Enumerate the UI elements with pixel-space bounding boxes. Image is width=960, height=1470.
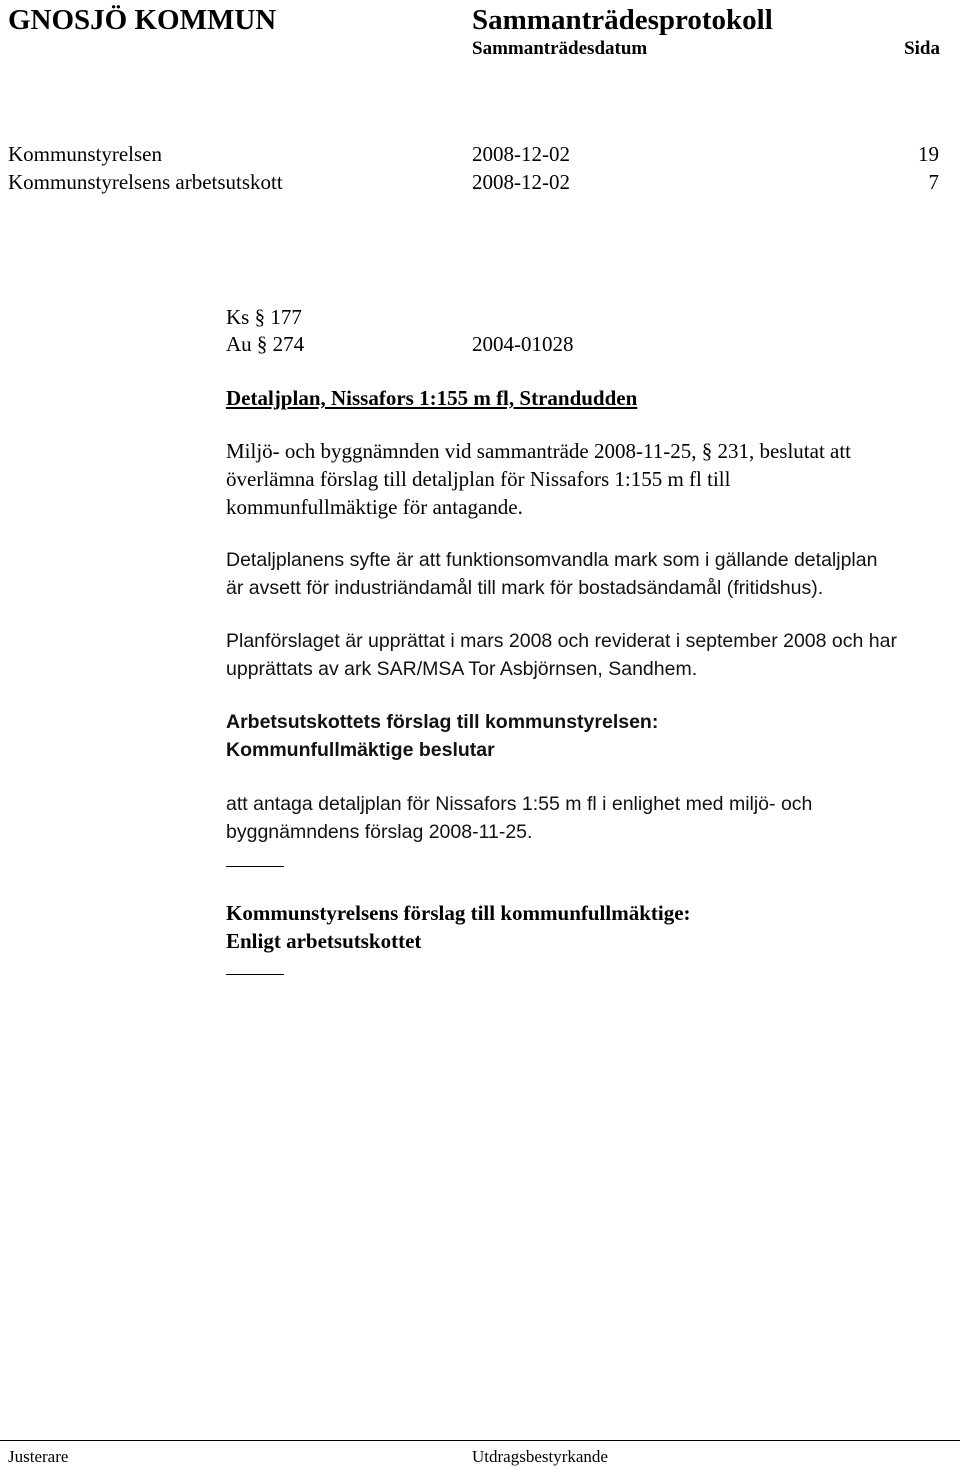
ks-proposal-subheading: Enligt arbetsutskottet [226, 929, 422, 953]
au-proposal-heading [226, 708, 658, 764]
section-heading: Arbetsutskottets förslag till kommunstyrelsen: [226, 711, 659, 733]
text-line: byggnämndens förslag 2008-11-25. [226, 821, 533, 843]
text-line: Detaljplanens syfte är att funktionsomvandla mark som i gällande detaljplan [226, 549, 878, 571]
intro-paragraph [226, 437, 851, 521]
case-number: 2004-01028 [472, 332, 574, 356]
purpose-paragraph [226, 546, 877, 602]
au-proposal-text [226, 790, 812, 846]
body-name: Kommunstyrelsen [8, 142, 162, 166]
text-line: kommunfullmäktige för antagande. [226, 495, 523, 519]
page-number: 7 [928, 170, 939, 194]
municipality-name: GNOSJÖ KOMMUN [8, 4, 277, 36]
separator-dash [226, 866, 284, 867]
date-label: Sammanträdesdatum [472, 38, 648, 59]
meeting-date: 2008-12-02 [472, 170, 570, 194]
document-type: Sammanträdesprotokoll [472, 4, 773, 36]
separator-dash [226, 974, 284, 975]
text-line: överlämna förslag till detaljplan för Nissafors 1:155 m fl till [226, 467, 731, 491]
text-line: Planförslaget är upprättat i mars 2008 och reviderat i september 2008 och har [226, 630, 897, 652]
ks-proposal-heading: Kommunstyrelsens förslag till kommunfullmäktige: [226, 901, 691, 925]
text-line: att antaga detaljplan för Nissafors 1:55 m fl i enlighet med miljö- och [226, 793, 813, 815]
body-name: Kommunstyrelsens arbetsutskott [8, 170, 283, 194]
text-line: är avsett för industriändamål till mark för bostadsändamål (fritidshus). [226, 577, 824, 599]
footer-certification-label: Utdragsbestyrkande [472, 1447, 608, 1466]
footer-rule [0, 1440, 960, 1441]
page-number: 19 [918, 142, 939, 166]
plan-paragraph [226, 627, 897, 683]
footer-signer-label: Justerare [8, 1447, 69, 1466]
meeting-date: 2008-12-02 [472, 142, 570, 166]
au-paragraph-ref: Au § 274 [226, 332, 305, 356]
text-line: Miljö- och byggnämnden vid sammanträde 2008-11-25, § 231, beslutat att [226, 439, 852, 463]
text-line: upprättats av ark SAR/MSA Tor Asbjörnsen, Sandhem. [226, 658, 698, 680]
section-subheading: Kommunfullmäktige beslutar [226, 739, 495, 761]
case-title: Detaljplan, Nissafors 1:155 m fl, Strandudden [226, 386, 638, 410]
ks-paragraph-ref: Ks § 177 [226, 305, 302, 329]
page-label: Sida [904, 38, 940, 59]
